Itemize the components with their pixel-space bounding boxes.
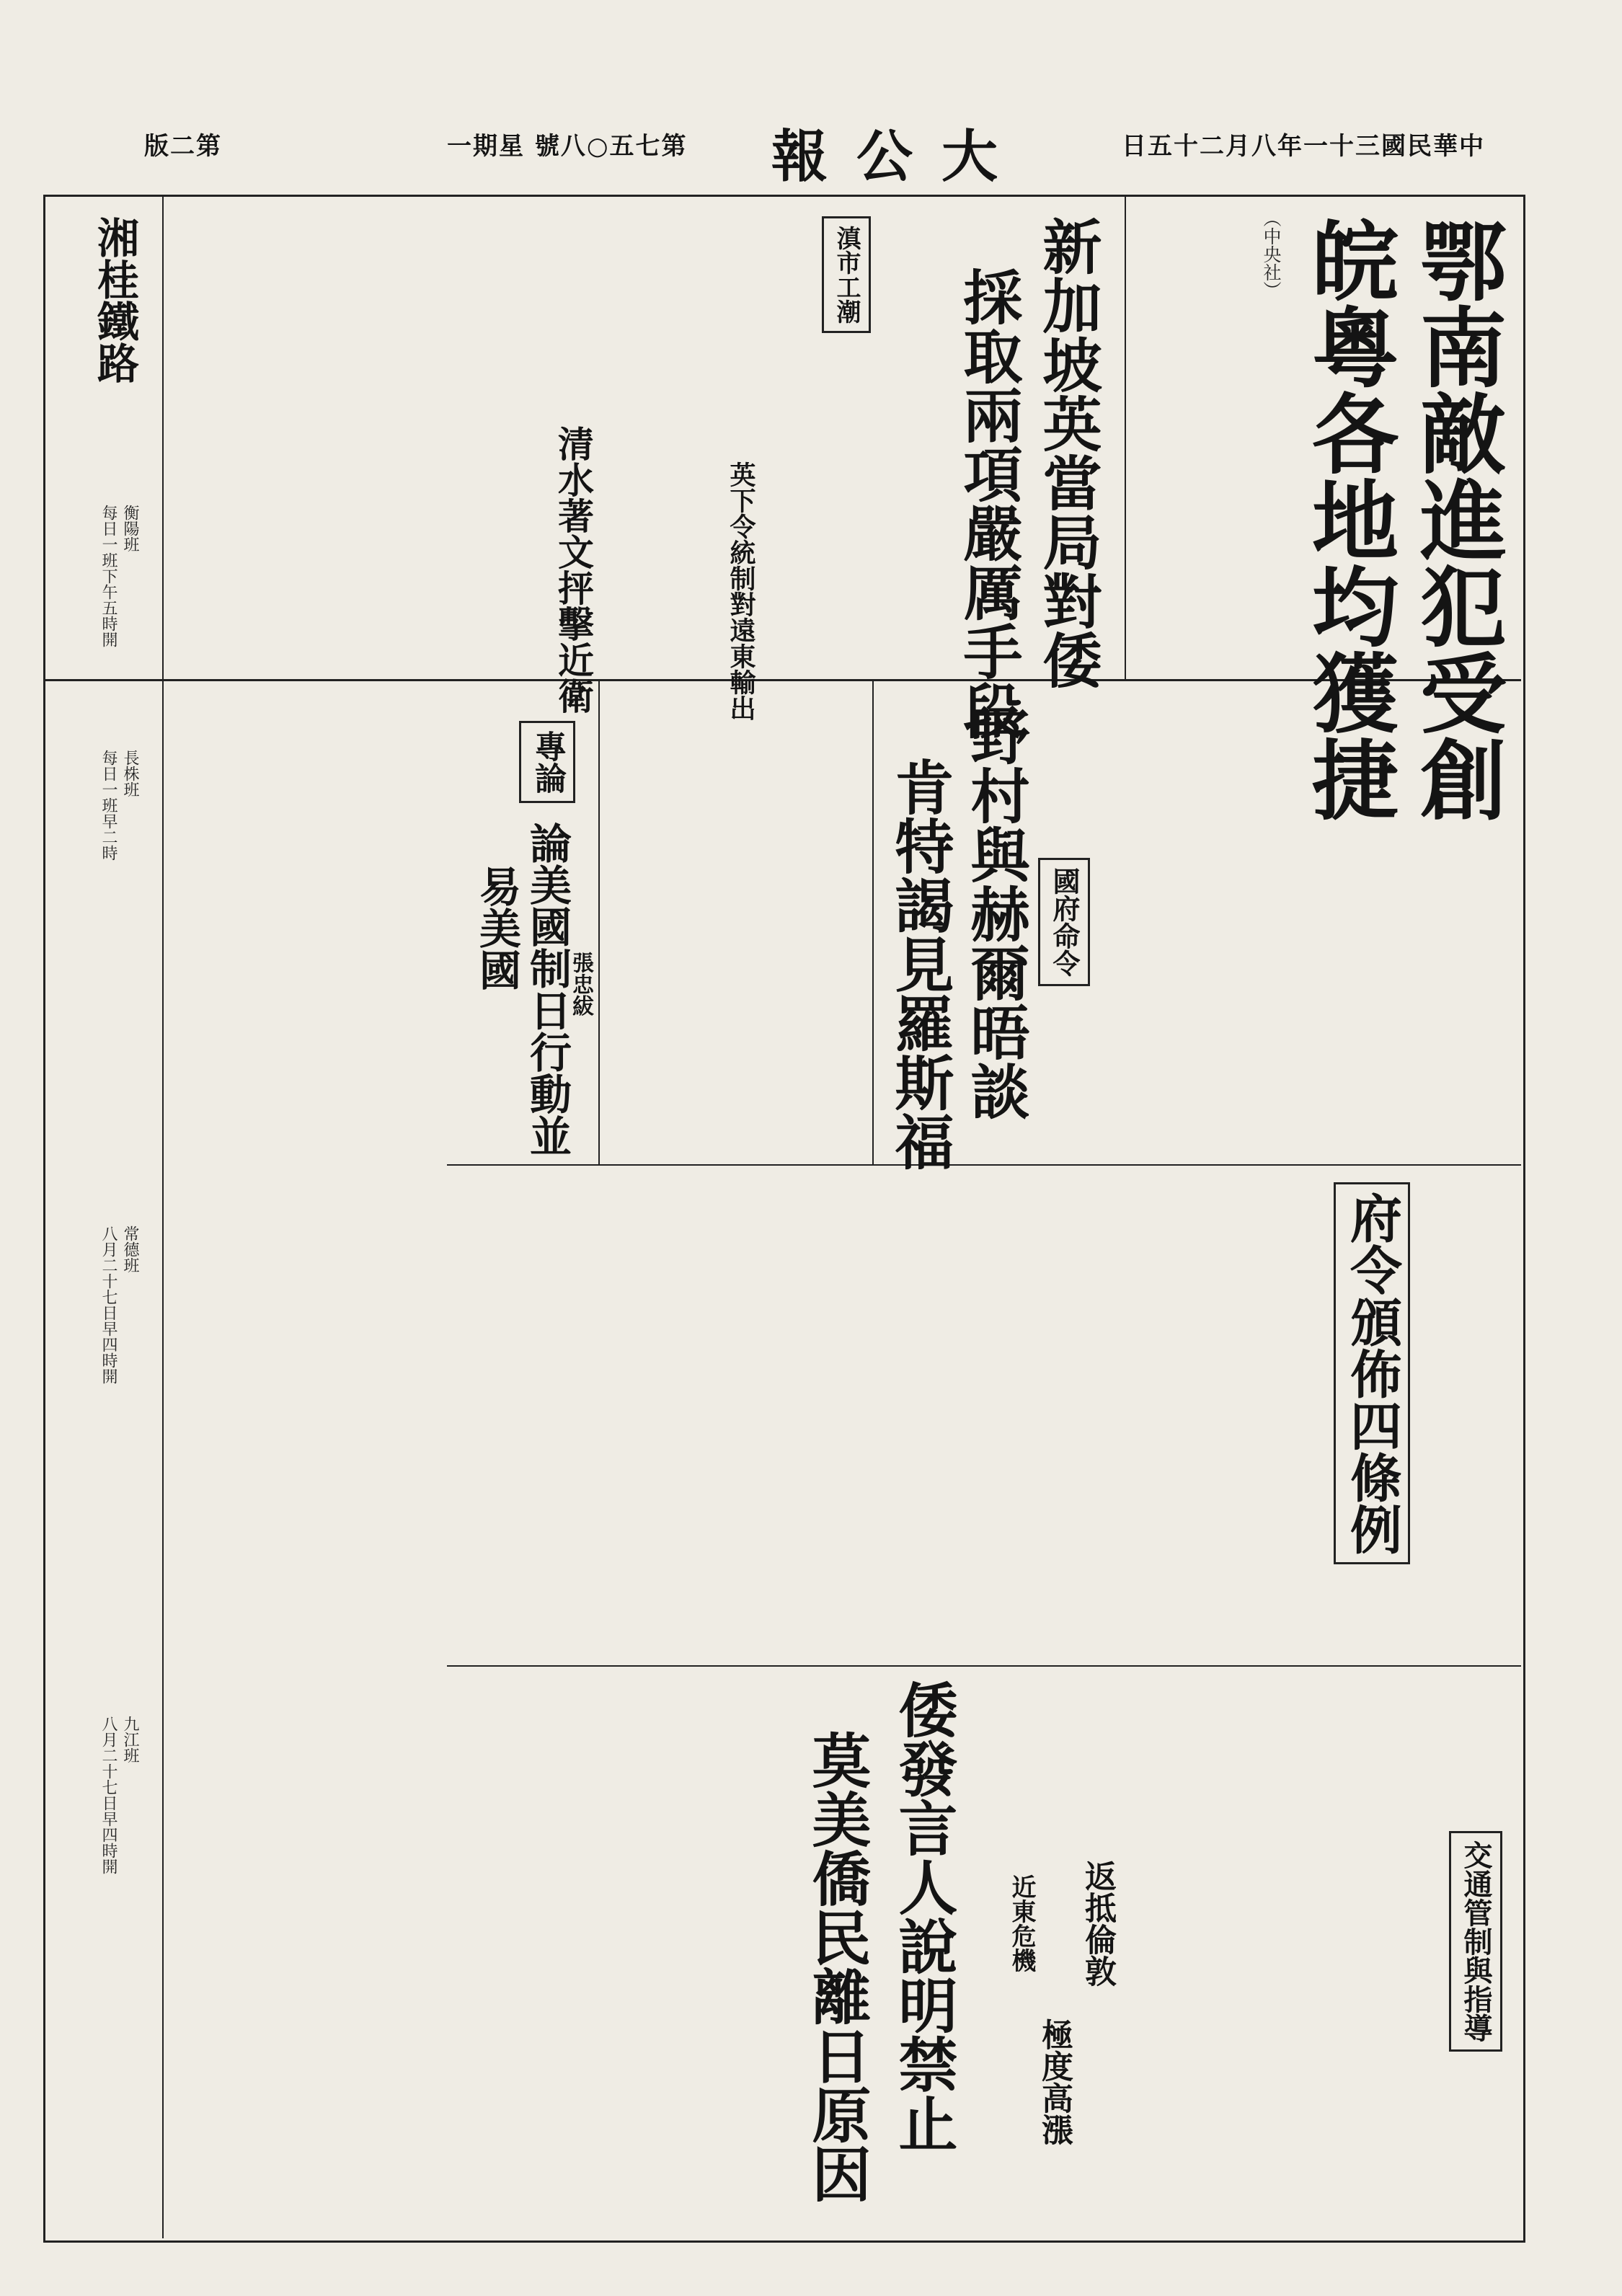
singapore-body: [872, 209, 944, 656]
divider-lead: [1125, 195, 1126, 679]
masthead-date: 中華民國三十一年八月二十五日: [1122, 132, 1485, 161]
nomura-headline-1: 野村與赫爾晤談: [961, 706, 1030, 1120]
weekday: 星期一: [447, 132, 525, 161]
editorial-headline-2: 易美國: [472, 865, 521, 990]
nomura-body: [613, 692, 865, 1146]
singapore-headline-1: 新加坡英當局對倭: [1033, 216, 1102, 689]
rail-note: 每日一班下午五時開: [99, 505, 118, 647]
divider-mid: [872, 679, 874, 1164]
masthead-page-number: 第二版: [144, 132, 222, 161]
rail-title: 湘桂鐵路: [90, 216, 139, 384]
lead-dateline: （中央社）: [1261, 209, 1282, 299]
lead-headline-1: 鄂南敵進犯受創: [1406, 216, 1507, 822]
editorial-headline-1: 論美國制日行動並: [523, 822, 572, 1156]
masthead-issue-number: [447, 126, 688, 161]
editorial-body: [184, 692, 465, 2213]
short-item-box: 滇市工潮: [822, 216, 871, 333]
decree-body-top: [1139, 692, 1499, 1146]
rail-station: 長株班: [121, 750, 139, 797]
short-item-headline: 極度高漲: [1036, 2018, 1073, 2145]
rail-note: 每日一班早二時: [99, 750, 118, 861]
rail-station: 衡陽班: [121, 505, 139, 552]
divider-nomura: [598, 679, 600, 1164]
short-item-headline: 近東危機: [1007, 1874, 1036, 1972]
lead-body: [1139, 209, 1283, 656]
divider-rail: [162, 195, 164, 2238]
short-items-body: [184, 209, 616, 656]
rail-note: 八月二十七日早四時開: [99, 1716, 118, 1874]
short-item-headline: 返抵倫敦: [1079, 1860, 1116, 1987]
rail-note: 八月二十七日早四時開: [99, 1225, 118, 1384]
decree-headline: 府令頒佈四條例: [1334, 1182, 1410, 1564]
transport-box: 交通管制與指導: [1449, 1831, 1502, 2052]
short-item-headline: 清水著文抨擊近衛: [552, 425, 595, 714]
lead-headline-2: 皖粵各地均獲捷: [1298, 216, 1399, 822]
singapore-headline-2: 採取兩項嚴厲手段: [954, 267, 1023, 740]
bottom-right-body: [1139, 1680, 1442, 2213]
spokesman-body: [461, 1680, 793, 2213]
rail-station: 常德班: [121, 1225, 139, 1273]
nomura-sidebar: 國府命令: [1038, 858, 1090, 986]
spokesman-headline-1: 倭發言人說明禁止: [889, 1680, 958, 2153]
masthead: [144, 124, 1485, 190]
divider-row-3: [447, 1665, 1521, 1667]
decree-body: [461, 1175, 1319, 1651]
editorial-tag: 專論: [519, 721, 575, 803]
rail-station: 九江班: [121, 1716, 139, 1763]
issue-no: 第七五○八號: [534, 132, 688, 161]
short-item-headline: 英下令統制對遠東輸出: [726, 461, 756, 721]
nomura-headline-2: 肯特謁見羅斯福: [885, 757, 954, 1171]
spokesman-headline-2: 莫美僑民離日原因: [802, 1730, 872, 2203]
editorial-author: 張忠紱: [568, 952, 593, 1016]
divider-row-2: [447, 1164, 1521, 1166]
masthead-paper-name: 大公報: [771, 124, 1027, 190]
